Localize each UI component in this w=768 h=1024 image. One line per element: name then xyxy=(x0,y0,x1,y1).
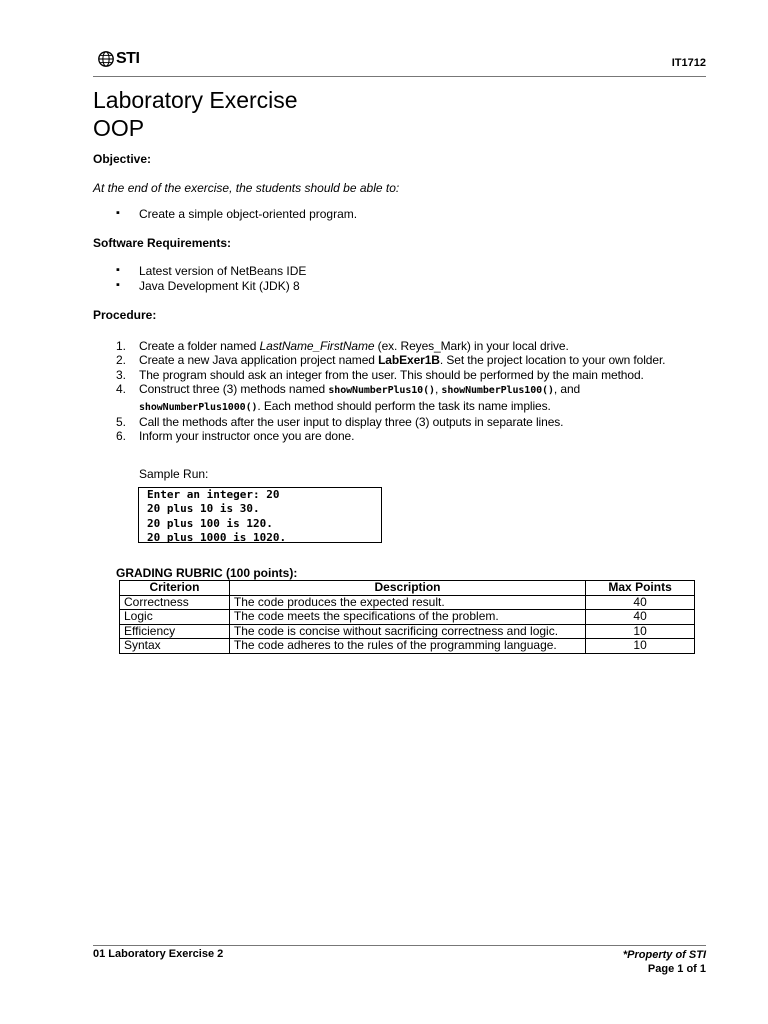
table-header-row xyxy=(120,581,695,596)
method-name: showNumberPlus10() xyxy=(328,385,435,397)
procedure-heading: Procedure: xyxy=(93,308,157,322)
procedure-step-1: 1. Create a folder named LastName_FirstName (ex. Reyes_Mark) in your local drive. xyxy=(116,339,569,353)
sample-run-line: 20 plus 1000 is 1020. xyxy=(147,530,287,544)
list-item: ▪ Latest version of NetBeans IDE xyxy=(118,264,306,279)
objective-intro: At the end of the exercise, the students should be able to: xyxy=(93,181,400,195)
criterion-cell: Efficiency xyxy=(120,624,230,639)
column-header: Description xyxy=(229,581,585,596)
footer-divider xyxy=(93,945,706,946)
table-row xyxy=(120,639,695,654)
software-heading: Software Requirements: xyxy=(93,236,232,250)
list-item: ▪ Java Development Kit (JDK) 8 xyxy=(118,279,306,294)
objective-heading: Objective: xyxy=(93,152,152,166)
column-header: Max Points xyxy=(586,581,695,596)
method-name: showNumberPlus100() xyxy=(441,385,554,397)
sample-run-line: 20 plus 10 is 30. xyxy=(147,502,260,516)
procedure-step-5: 5. Call the methods after the user input to display three (3) outputs in separate lines. xyxy=(116,415,564,430)
sample-run-box xyxy=(138,487,382,543)
points-cell: 10 xyxy=(586,624,695,639)
description-cell: The code meets the specifications of the problem. xyxy=(229,610,585,625)
list-item: ▪ Create a simple object-oriented program. xyxy=(118,207,357,222)
sample-run-label: Sample Run: xyxy=(139,467,209,481)
procedure-step-4: 4. Construct three (3) methods named showNumberPlus10(), showNumberPlus100(), and showNumberPlus1000(). Each method should perform the task its name implies. xyxy=(116,382,581,413)
procedure-list xyxy=(118,339,698,444)
globe-icon xyxy=(97,50,115,68)
header-divider xyxy=(93,76,706,77)
logo-text: STI xyxy=(116,50,140,67)
points-cell: 40 xyxy=(586,595,695,610)
criterion-cell: Syntax xyxy=(120,639,230,654)
criterion-cell: Logic xyxy=(120,610,230,625)
table-row xyxy=(120,610,695,625)
course-code: IT1712 xyxy=(671,57,706,69)
page-title xyxy=(93,86,298,142)
points-cell: 10 xyxy=(586,639,695,654)
title-line-1: Laboratory Exercise xyxy=(93,87,298,113)
criterion-cell: Correctness xyxy=(120,595,230,610)
rubric-title: GRADING RUBRIC (100 points): xyxy=(116,566,298,580)
table-row xyxy=(120,624,695,639)
page-number: Page 1 of 1 xyxy=(647,963,706,975)
property-notice: *Property of STI xyxy=(622,949,706,961)
procedure-step-2: 2. Create a new Java application project named LabExer1B. Set the project location to your own folder. xyxy=(116,353,666,368)
title-line-2: OOP xyxy=(93,115,145,141)
objective-list xyxy=(118,207,357,222)
table-row xyxy=(120,595,695,610)
points-cell: 40 xyxy=(586,610,695,625)
description-cell: The code produces the expected result. xyxy=(229,595,585,610)
rubric-table xyxy=(119,580,695,654)
description-cell: The code adheres to the rules of the programming language. xyxy=(229,639,585,654)
sample-run-line: 20 plus 100 is 120. xyxy=(147,516,273,530)
sti-logo xyxy=(97,50,139,68)
method-name: showNumberPlus1000() xyxy=(139,401,258,413)
sample-run-line: Enter an integer: 20 xyxy=(147,488,280,501)
footer-doc-title: 01 Laboratory Exercise 2 xyxy=(93,948,224,960)
software-list xyxy=(118,264,306,294)
procedure-step-3: 3. The program should ask an integer from the user. This should be performed by the main method. xyxy=(116,367,644,382)
procedure-step-6: 6. Inform your instructor once you are done. xyxy=(116,429,355,444)
footer-right xyxy=(623,948,706,976)
description-cell: The code is concise without sacrificing correctness and logic. xyxy=(229,624,585,639)
column-header: Criterion xyxy=(120,581,230,596)
